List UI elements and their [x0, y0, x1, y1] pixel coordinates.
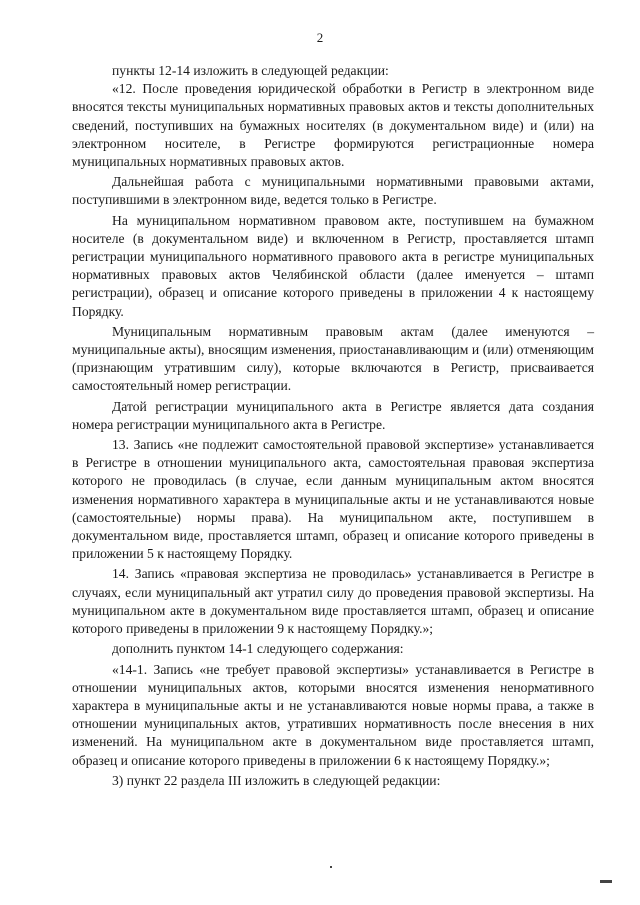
paragraph-item-22: 3) пункт 22 раздела III изложить в следующей редакции:: [112, 772, 441, 788]
paragraph-item-12: «12. После проведения юридической обработки в Регистр в электронном виде вносятся тексты муниципальных нормативных правовых актов и тексты дополнительных сведений, поступивших на бумажных носителях (в документальном виде) и (или) на электронном носителе, в Регистре формируются регистрационные номера муниципальных нормативных правовых актов.: [72, 81, 594, 170]
paragraph-item-14: 14. Запись «правовая экспертиза не проводилась» устанавливается в Регистре в случаях, если муниципальный акт утратил силу до проведения правовой экспертизы. На муниципальном акте в документальном виде проставляется штамп, образец и описание которого приведены в приложении 9 к настоящему Порядку.»;: [72, 566, 594, 637]
paragraph-further-work: Дальнейшая работа с муниципальными нормативными правовыми актами, поступившими в электронном виде, ведется только в Регистре.: [72, 174, 594, 208]
paragraph-item-14-1: «14-1. Запись «не требует правовой экспертизы» устанавливается в Регистре в отношении муниципальных актов, которыми вносятся изменения ненормативного характера в муниципальные акты и не устанавливаются новые нормы права, а также в отношении муниципальных актов, утративших нормативность после внесения в них изменений. На муниципальном акте в документальном виде проставляется штамп, образец и описание которого приведены в приложении 6 к настоящему Порядку.»;: [72, 661, 594, 768]
paragraph-registration-stamp: На муниципальном нормативном правовом акте, поступившем на бумажном носителе (в документальном виде) и включенном в Регистр, проставляется штамп регистрации муниципального нормативного правового акта в регистре муниципальных нормативных правовых актов Челябинской области (далее именуется – штамп регистрации), образец и описание которого приведены в приложении 4 к настоящему Порядку.: [72, 212, 594, 319]
paragraph-registration-date: Датой регистрации муниципального акта в Регистре является дата создания номера регистрации муниципального акта в Регистре.: [72, 398, 594, 432]
page-number: 2: [316, 30, 324, 45]
paragraph-item-13: 13. Запись «не подлежит самостоятельной правовой экспертизе» устанавливается в Регистре в отношении муниципального акта, самостоятельная правовая экспертиза которого не проводилась (в случае, если данным муниципальным актом вносятся изменения нормативного характера в муниципальные акты и не устанавливаются новые (самостоятельные) нормы права). На муниципальном акте, поступившем в документальном виде, проставляется штамп, образец и описание которого приведены в приложении 5 к настоящему Порядку.: [72, 437, 594, 562]
document-body: [72, 62, 594, 790]
scan-artifact-dot: [330, 866, 332, 868]
paragraph-intro: пункты 12-14 изложить в следующей редакции:: [112, 63, 389, 78]
scan-artifact-edge: [600, 880, 612, 883]
paragraph-registration-number: Муниципальным нормативным правовым актам (далее именуются – муниципальные акты), вносящим изменения, приостанавливающим и (или) отменяющим (признающим утратившим силу), которые включаются в Регистр, присваивается самостоятельный номер регистрации.: [72, 323, 594, 394]
paragraph-add-item-14-1: дополнить пунктом 14-1 следующего содержания:: [112, 641, 404, 657]
